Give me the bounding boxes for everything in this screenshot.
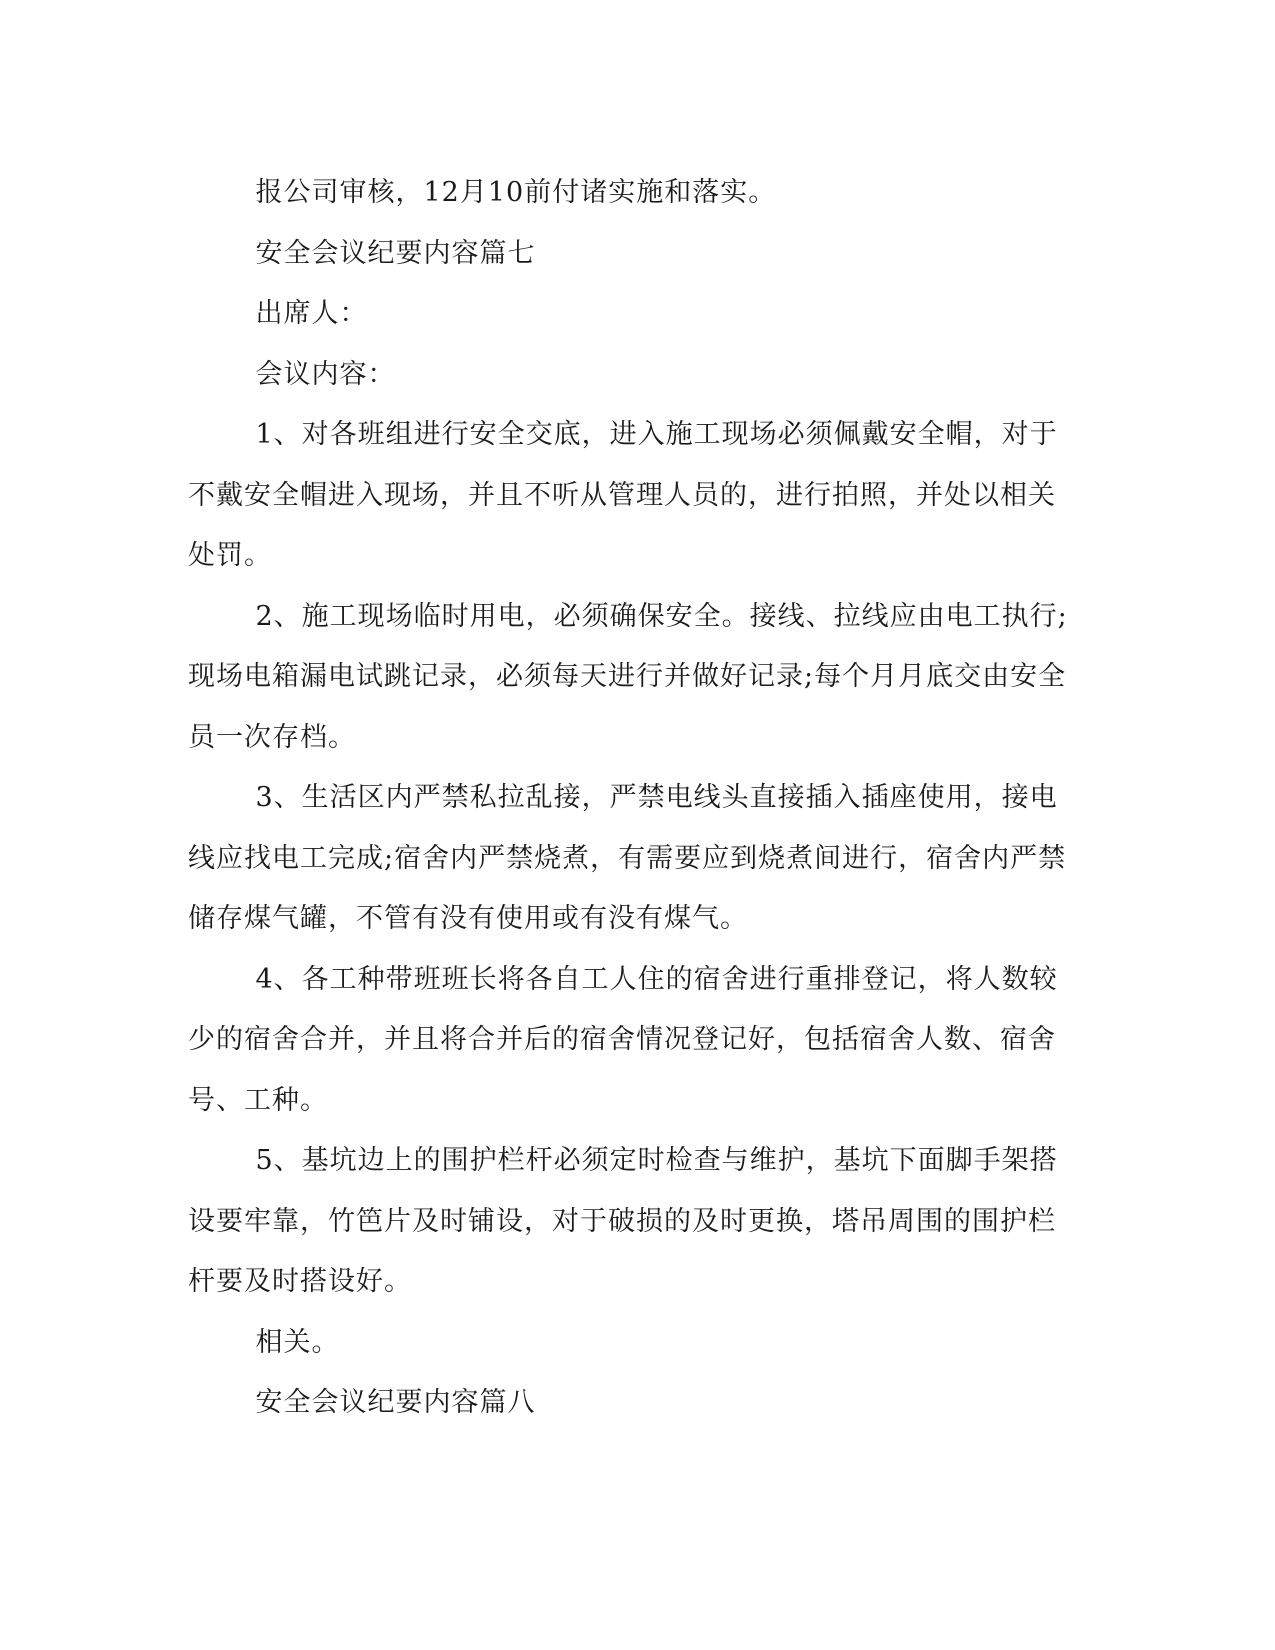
attendees-label: 出席人：: [255, 298, 368, 329]
list-item-5: 5、基坑边上的围护栏杆必须定时检查与维护，基坑下面脚手架搭设要牢靠，竹笆片及时铺设，对于破损的及时更换，塔吊周围的围护栏杆要及时搭设好。: [188, 1145, 1058, 1297]
section-heading-part-eight: 安全会议纪要内容篇八: [255, 1387, 536, 1418]
list-item-3: 3、生活区内严禁私拉乱接，严禁电线头直接插入插座使用，接电线应找电工完成;宿舍内严禁烧煮，有需要应到烧煮间进行，宿舍内严禁储存煤气罐，不管有没有使用或有没有煤气。: [188, 782, 1067, 934]
list-item-1: 1、对各班组进行安全交底，进入施工现场必须佩戴安全帽，对于不戴安全帽进入现场，并且不听从管理人员的，进行拍照，并处以相关处罚。: [188, 419, 1058, 571]
related-note: 相关。: [255, 1326, 340, 1358]
document-body: [188, 163, 1068, 1434]
paragraph-approval-note: 报公司审核，12月10前付诸实施和落实。: [255, 177, 777, 208]
list-item-2: 2、施工现场临时用电，必须确保安全。接线、拉线应由电工执行;现场电箱漏电试跳记录，必须每天进行并做好记录;每个月月底交由安全员一次存档。: [188, 600, 1068, 753]
meeting-content-label: 会议内容：: [255, 358, 396, 390]
list-item-4: 4、各工种带班班长将各自工人住的宿舍进行重排登记，将人数较少的宿舍合并，并且将合并后的宿舍情况登记好，包括宿舍人数、宿舍号、工种。: [188, 963, 1058, 1116]
section-heading-part-seven: 安全会议纪要内容篇七: [255, 237, 536, 269]
